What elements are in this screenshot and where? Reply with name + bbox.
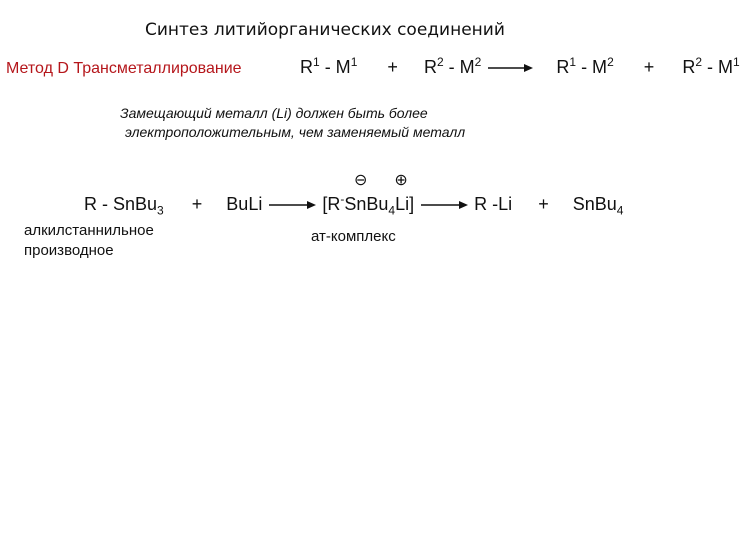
eq1-plus: + [643, 57, 655, 77]
reactant-buli: BuLi [226, 194, 263, 214]
complex-part: Li] [395, 194, 415, 214]
note-line: Замещающий металл (Li) должен быть более [120, 105, 428, 121]
reaction-arrow-icon [267, 199, 317, 211]
complex-sup: - [340, 192, 345, 206]
eq1-m4: - M [702, 57, 734, 77]
eq1-sup: 2 [695, 55, 703, 69]
ate-complex [322, 192, 415, 218]
eq1-r3: R [556, 57, 570, 77]
product-organolithium: R -Li [474, 194, 513, 214]
eq1-r4: R [682, 57, 696, 77]
method-label: Метод D Трансметаллирование [6, 60, 242, 77]
eq1-m2: - M [443, 57, 475, 77]
eq1-plus: + [387, 57, 398, 77]
complex-sub: 4 [388, 203, 396, 218]
transmetalation-equation [84, 192, 623, 218]
eq2-plus: + [191, 194, 203, 214]
product-tetrabutyltin: SnBu [572, 194, 617, 214]
eq1-sup: 1 [350, 55, 358, 69]
eq1-m3: - M [576, 57, 608, 77]
eq1-r1: R [300, 57, 313, 77]
page-title: Синтез литийорганических соединений [145, 20, 505, 40]
eq1-sup: 2 [474, 55, 482, 69]
complex-part: SnBu [344, 194, 389, 214]
subscript: 3 [157, 203, 164, 218]
eq1-sup: 1 [733, 55, 740, 69]
reaction-arrow-icon [419, 199, 469, 211]
eq1-sup: 1 [569, 55, 577, 69]
note-text [120, 104, 465, 142]
label-line: алкилстаннильное [24, 222, 154, 239]
reactant-stannane: R - SnBu [84, 194, 158, 214]
eq1-sup: 1 [313, 55, 320, 69]
eq1-m1: - M [319, 57, 351, 77]
label-alkylstannyl-derivative [24, 221, 154, 261]
charge-symbols [354, 170, 408, 190]
note-line: электроположительным, чем заменяемый металл [125, 124, 466, 140]
complex-part: [R [322, 194, 341, 214]
reaction-arrow-icon [486, 62, 534, 74]
eq1-sup: 2 [436, 55, 444, 69]
label-line: производное [24, 242, 114, 259]
eq2-plus: + [538, 194, 549, 214]
plus-charge-icon: ⊕ [394, 172, 408, 189]
eq1-r2: R [423, 57, 437, 77]
eq1-sup: 2 [607, 55, 614, 69]
label-ate-complex: ат-комплекс [311, 228, 396, 245]
subscript: 4 [616, 203, 624, 218]
general-equation [300, 55, 740, 78]
minus-charge-icon: ⊖ [354, 172, 368, 189]
